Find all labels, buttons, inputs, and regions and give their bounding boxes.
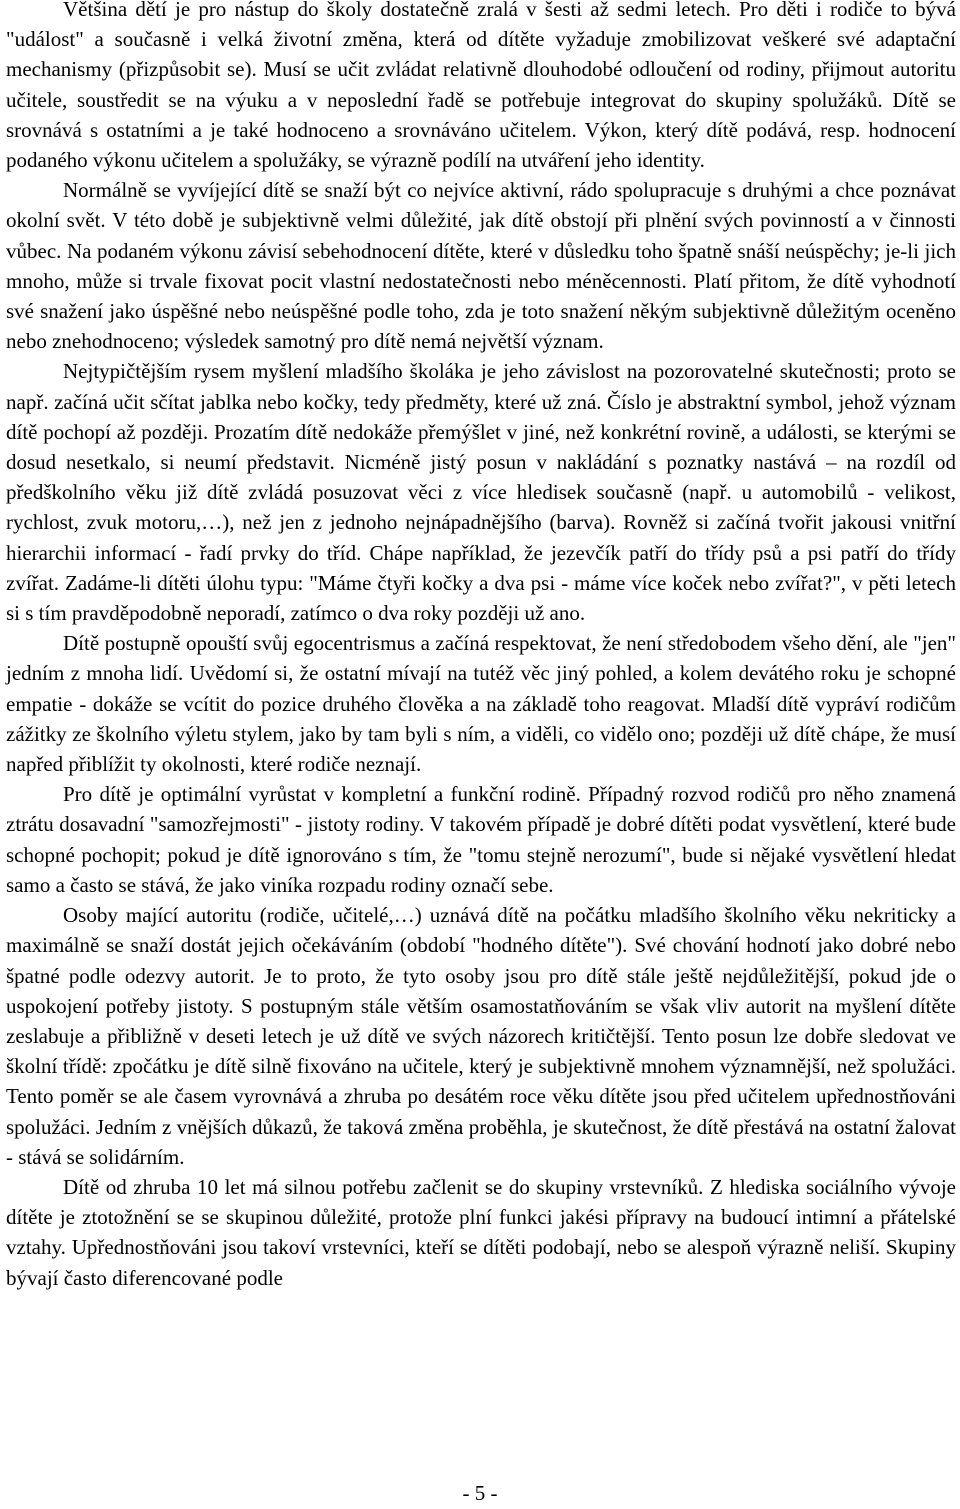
body-text	[6, 0, 956, 1293]
paragraph-6: Osoby mající autoritu (rodiče, učitelé,…) uznává dítě na počátku mladšího školního věku nekriticky a maximálně se snaží dostát jejich očekáváním (období "hodného dítěte"). Své chování hodnotí jako dobré nebo špatné podle odezvy autorit. Je to proto, že tyto osoby jsou pro dítě stále ještě nejdůležitější, pokud jde o uspokojení potřeby jistoty. S postupným stále větším osamostatňováním se však vliv autorit na myšlení dítěte zeslabuje a přibližně v deseti letech je už dítě ve svých názorech kritičtější. Tento posun lze dobře sledovat ve školní třídě: zpočátku je dítě silně fixováno na učitele, který je subjektivně mnohem významnější, než spolužáci. Tento poměr se ale časem vyrovnává a zhruba po desátém roce věku dítěte jsou před učitelem upřednostňováni spolužáci. Jedním z vnějších důkazů, že taková změna proběhla, je skutečnost, že dítě přestává na ostatní žalovat - stává se solidárním.	[6, 903, 956, 1169]
paragraph-1: Většina dětí je pro nástup do školy dostatečně zralá v šesti až sedmi letech. Pro děti i rodiče to bývá "událost" a současně i velká životní změna, která od dítěte vyžaduje zmobilizovat veškeré své adaptační mechanismy (přizpůsobit se). Musí se učit zvládat relativně dlouhodobé odloučení od rodiny, přijmout autoritu učitele, soustředit se na výuku a v neposlední řadě se potřebuje integrovat do skupiny spolužáků. Dítě se srovnává s ostatními a je také hodnoceno a srovnáváno učitelem. Výkon, který dítě podává, resp. hodnocení podaného výkonu učitelem a spolužáky, se výrazně podílí na utváření jeho identity.	[6, 0, 956, 173]
paragraph-4: Dítě postupně opouští svůj egocentrismus a začíná respektovat, že není středobodem všeho dění, ale "jen" jedním z mnoha lidí. Uvědomí si, že ostatní mívají na tutéž věc jiný pohled, a kolem devátého roku je schopné empatie - dokáže se vcítit do pozice druhého člověka a na základě toho reagovat. Mladší dítě vypráví rodičům zážitky ze školního výletu stylem, jako by tam byli s ním, a viděli, co vidělo ono; později už dítě chápe, že musí napřed přiblížit ty okolnosti, které rodiče neznají.	[6, 631, 956, 777]
paragraph-3: Nejtypičtějším rysem myšlení mladšího školáka je jeho závislost na pozorovatelné skutečnosti; proto se např. začíná učit sčítat jablka nebo kočky, tedy předměty, které už zná. Číslo je abstraktní symbol, jehož význam dítě pochopí až později. Prozatím dítě nedokáže přemýšlet v jiné, než konkrétní rovině, a události, se kterými se dosud nesetkalo, si neumí představit. Nicméně jistý posun v nakládání s poznatky nastává – na rozdíl od předškolního věku již dítě zvládá posuzovat věci z více hledisek současně (např. u automobilů - velikost, rychlost, zvuk motoru,…), než jen z jednoho nejnápadnějšího (barva). Rovněž si začíná tvořit jakousi vnitřní hierarchii informací - řadí prvky do tříd. Chápe například, že jezevčík patří do třídy psů a psi patří do třídy zvířat. Zadáme-li dítěti úlohu typu: "Máme čtyři kočky a dva psi - máme více koček nebo zvířat?", v pěti letech si s tím pravděpodobně neporadí, zatímco o dva roky později už ano.	[6, 359, 956, 626]
page-number: - 5 -	[462, 1481, 498, 1505]
paragraph-7: Dítě od zhruba 10 let má silnou potřebu začlenit se do skupiny vrstevníků. Z hlediska sociálního vývoje dítěte je ztotožnění se se skupinou důležité, protože plní funkci jakési přípravy na budoucí intimní a přátelské vztahy. Upřednostňováni jsou takoví vrstevníci, kteří se dítěti podobají, nebo se alespoň výrazně neliší. Skupiny bývají často diferencované podle	[6, 1174, 956, 1290]
paragraph-2: Normálně se vyvíjející dítě se snaží být co nejvíce aktivní, rádo spolupracuje s druhými a chce poznávat okolní svět. V této době je subjektivně velmi důležité, jak dítě obstojí při plnění svých povinností a v činnosti vůbec. Na podaném výkonu závisí sebehodnocení dítěte, které v důsledku toho špatně snáší neúspěchy; je-li jich mnoho, může si trvale fixovat pocit vlastní nedostatečnosti nebo méněcennosti. Platí přitom, že dítě vyhodnotí své snažení jako úspěšné nebo neúspěšné podle toho, zda je toto snažení někým subjektivně důležitým oceněno nebo znehodnoceno; výsledek samotný pro dítě nemá největší význam.	[6, 178, 956, 354]
paragraph-5: Pro dítě je optimální vyrůstat v kompletní a funkční rodině. Případný rozvod rodičů pro něho znamená ztrátu dosavadní "samozřejmosti" - jistoty rodiny. V takovém případě je dobré dítěti podat vysvětlení, které bude schopné pochopit; pokud je dítě ignorováno s tím, že "tomu stejně nerozumí", bude si nějaké vysvětlení hledat samo a často se stává, že jako viníka rozpadu rodiny označí sebe.	[6, 782, 956, 897]
